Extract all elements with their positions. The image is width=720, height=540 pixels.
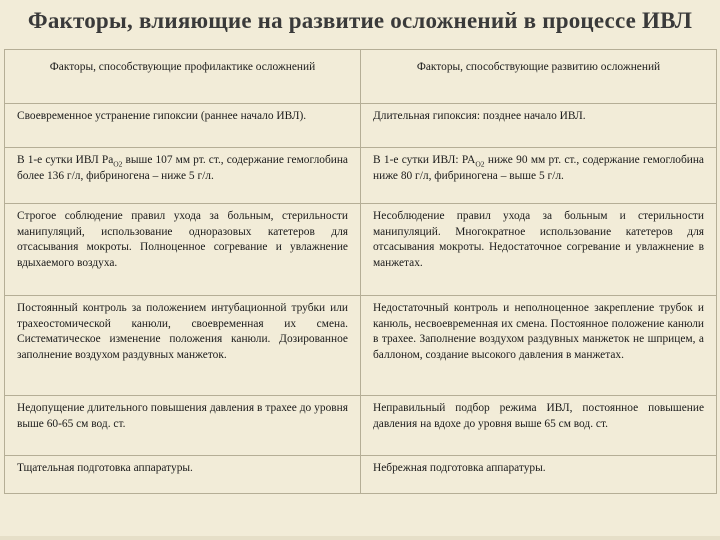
cell-development: Длительная гипоксия: позднее начало ИВЛ. bbox=[361, 104, 717, 148]
cell-prevention: Своевременное устранение гипоксии (раннее начало ИВЛ). bbox=[5, 104, 361, 148]
bottom-edge bbox=[0, 536, 720, 540]
table-row bbox=[5, 396, 717, 456]
cell-development: Небрежная подготовка аппаратуры. bbox=[361, 456, 717, 494]
cell-development bbox=[361, 148, 717, 204]
cell-development: Неправильный подбор режима ИВЛ, постоянное повышение давления на вдохе до уровня выше 65 см вод. ст. bbox=[361, 396, 717, 456]
cell-prevention: Тщательная подготовка аппаратуры. bbox=[5, 456, 361, 494]
cell-development: Недостаточный контроль и неполноценное закрепление трубок и канюль, несвоевременная их смена. Постоянное положение канюли в трахее. Заполнение воздухом раздувных манжеток не шприцем, а баллоном, создание высокого давления в манжетах. bbox=[361, 296, 717, 396]
table-row bbox=[5, 148, 717, 204]
cell-text: В 1-е сутки ИВЛ Pa bbox=[17, 154, 114, 166]
cell-text: В 1-е сутки ИВЛ: PA bbox=[373, 154, 476, 166]
header-prevention: Факторы, способствующие профилактике осложнений bbox=[5, 50, 361, 104]
cell-prevention bbox=[5, 148, 361, 204]
cell-prevention: Недопущение длительного повышения давления в трахее до уровня выше 60-65 см вод. ст. bbox=[5, 396, 361, 456]
subscript: O2 bbox=[475, 159, 485, 169]
cell-prevention: Постоянный контроль за положением интубационной трубки или трахеостомической канюли, своевременная их смена. Систематическое изменение положения канюли. Дозированное заполнение воздухом раздувных манжеток. bbox=[5, 296, 361, 396]
header-row bbox=[5, 50, 717, 104]
cell-prevention: Строгое соблюдение правил ухода за больным, стерильности манипуляций, использование одноразовых катетеров для отсасывания мокроты. Полноценное согревание и увлажнение вдыхаемого воздуха. bbox=[5, 204, 361, 296]
factors-table bbox=[4, 49, 717, 494]
slide-title: Факторы, влияющие на развитие осложнений в процессе ИВЛ bbox=[27, 8, 693, 33]
table-row bbox=[5, 204, 717, 296]
cell-text: выше 107 мм рт. ст., содержание гемоглобина более 136 г/л, фибриногена – ниже 5 г/л. bbox=[17, 154, 348, 182]
header-development: Факторы, способствующие развитию осложнений bbox=[361, 50, 717, 104]
subscript: O2 bbox=[113, 159, 123, 169]
cell-development: Несоблюдение правил ухода за больным и стерильности манипуляций. Многократное использование катетеров для отсасывания мокроты. Недостаточное согревание и увлажнение в манжетах. bbox=[361, 204, 717, 296]
table-row bbox=[5, 104, 717, 148]
table-row bbox=[5, 456, 717, 494]
table-row bbox=[5, 296, 717, 396]
cell-text: ниже 90 мм рт. ст., содержание гемоглобина ниже 80 г/л, фибриногена – выше 5 г/л. bbox=[373, 154, 704, 182]
